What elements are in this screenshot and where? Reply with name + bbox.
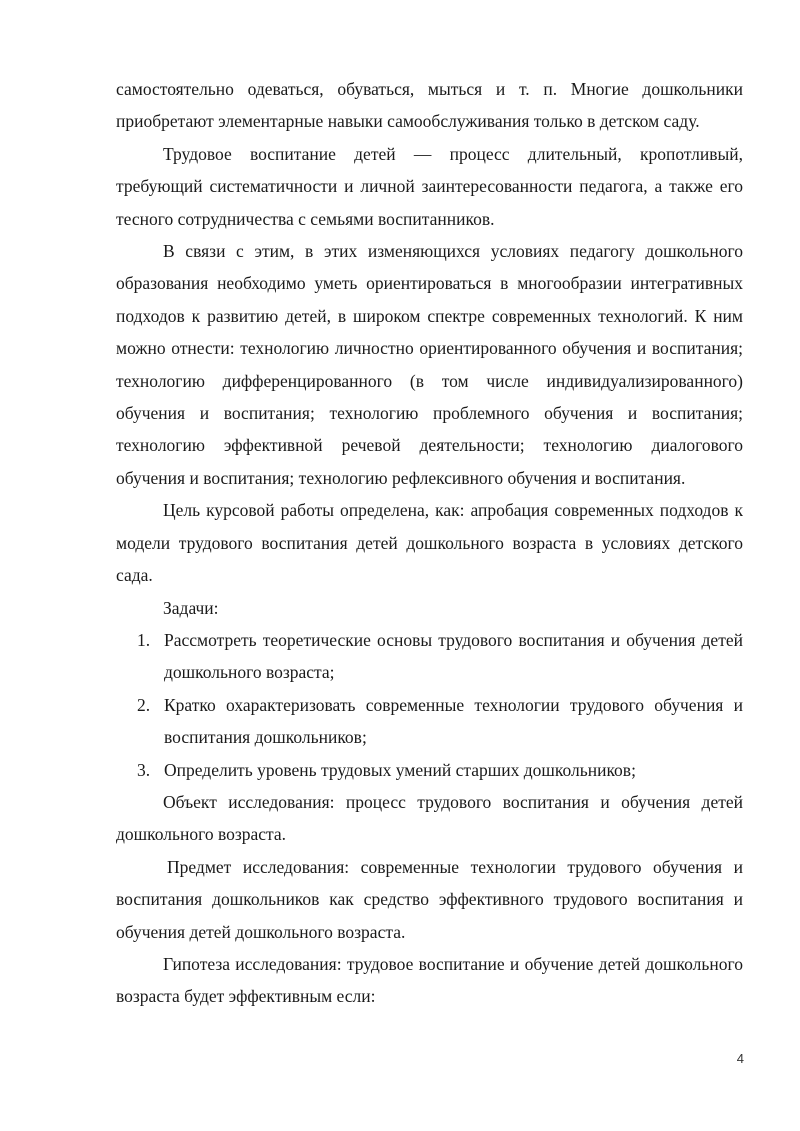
page-number: 4 xyxy=(736,1051,744,1066)
paragraph-labor-education: Трудовое воспитание детей — процесс длительный, кропотливый, требующий систематичности и личной заинтересованности педагога, а также его тесного сотрудничества с семьями воспитанников. xyxy=(116,143,743,229)
tasks-heading: Задачи: xyxy=(163,597,219,618)
list-item-text: Рассмотреть теоретические основы трудового воспитания и обучения детей дошкольного возраста; xyxy=(164,629,743,683)
list-item-number: 2. xyxy=(137,694,151,715)
list-item xyxy=(137,624,743,689)
list-item xyxy=(137,754,743,786)
page-body xyxy=(116,73,743,1013)
paragraph-object: Объект исследования: процесс трудового воспитания и обучения детей дошкольного возраста. xyxy=(116,791,743,845)
paragraph-hypothesis: Гипотеза исследования: трудовое воспитание и обучение детей дошкольного возраста будет эффективным если: xyxy=(116,953,743,1007)
tasks-list xyxy=(116,624,743,786)
paragraph-technologies: В связи с этим, в этих изменяющихся условиях педагогу дошкольного образования необходимо уметь ориентироваться в многообразии интегративных подходов к развитию детей, в широком спектре современных технологий. К ним можно отнести: технологию личностно ориентированного обучения и воспитания; технологию дифференцированного (в том числе индивидуализированного) обучения и воспитания; технологию проблемного обучения и воспитания; технологию эффективной речевой деятельности; технологию диалогового обучения и воспитания; технологию рефлексивного обучения и воспитания. xyxy=(116,241,743,488)
list-item-number: 1. xyxy=(137,629,151,650)
paragraph-subject: Предмет исследования: современные технологии трудового обучения и воспитания дошкольников как средство эффективного трудового воспитания и обучения детей дошкольного возраста. xyxy=(116,856,743,942)
paragraph-self-care: самостоятельно одеваться, обуваться, мыться и т. п. Многие дошкольники приобретают элементарные навыки самообслуживания только в детском саду. xyxy=(116,79,743,132)
list-item-text: Определить уровень трудовых умений старших дошкольников; xyxy=(164,759,636,780)
paragraph-goal: Цель курсовой работы определена, как: апробация современных подходов к модели трудового воспитания детей дошкольного возраста в условиях детского сада. xyxy=(116,500,743,586)
list-item-number: 3. xyxy=(137,759,151,780)
list-item xyxy=(137,689,743,754)
list-item-text: Кратко охарактеризовать современные технологии трудового обучения и воспитания дошкольников; xyxy=(164,694,743,748)
